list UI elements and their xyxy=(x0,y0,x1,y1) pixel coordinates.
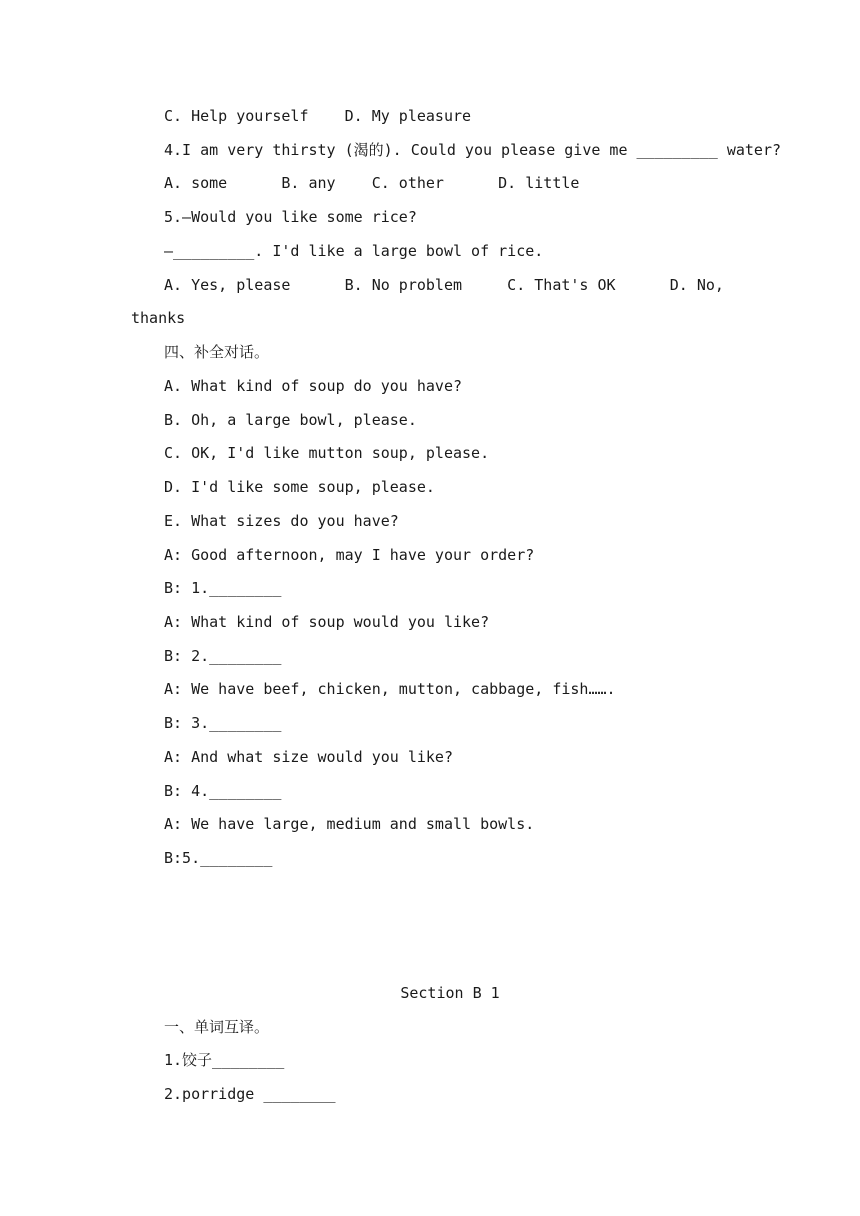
dialogue-blank: B: 1.________ xyxy=(164,579,282,597)
choice-d: D. I'd like some soup, please. xyxy=(164,478,435,496)
q4-stem: 4.I am very thirsty (渴的). Could you please give me _________ water? xyxy=(164,141,781,159)
q5-reply: —_________. I'd like a large bowl of rice. xyxy=(164,242,544,260)
dialogue-blank: B:5.________ xyxy=(164,849,273,867)
part4-heading: 四、补全对话。 xyxy=(164,343,270,361)
choice-e: E. What sizes do you have? xyxy=(164,512,399,530)
dialogue-blank: B: 4.________ xyxy=(164,782,282,800)
choice-a: A. What kind of soup do you have? xyxy=(164,377,463,395)
dialogue-blank: B: 2.________ xyxy=(164,647,282,665)
dialogue-line: A: Good afternoon, may I have your order? xyxy=(164,546,535,564)
vocab-item: 1.饺子________ xyxy=(164,1051,285,1069)
dialogue-blank: B: 3.________ xyxy=(164,714,282,732)
dialogue-line: A: And what size would you like? xyxy=(164,748,453,766)
section-b-heading: 一、单词互译。 xyxy=(164,1018,270,1036)
q5-options: A. Yes, please B. No problem C. That's OK D. No, xyxy=(164,276,724,294)
q5-options-wrap: thanks xyxy=(131,309,186,327)
choice-c: C. OK, I'd like mutton soup, please. xyxy=(164,444,490,462)
q3-options-cd: C. Help yourself D. My pleasure xyxy=(164,107,472,125)
choice-b: B. Oh, a large bowl, please. xyxy=(164,411,417,429)
dialogue-line: A: What kind of soup would you like? xyxy=(164,613,490,631)
dialogue-line: A: We have large, medium and small bowls. xyxy=(164,815,535,833)
q4-options: A. some B. any C. other D. little xyxy=(164,174,580,192)
section-title: Section B 1 xyxy=(400,984,500,1002)
q5-stem: 5.—Would you like some rice? xyxy=(164,208,417,226)
dialogue-line: A: We have beef, chicken, mutton, cabbage, fish……. xyxy=(164,680,616,698)
vocab-item: 2.porridge ________ xyxy=(164,1085,336,1103)
